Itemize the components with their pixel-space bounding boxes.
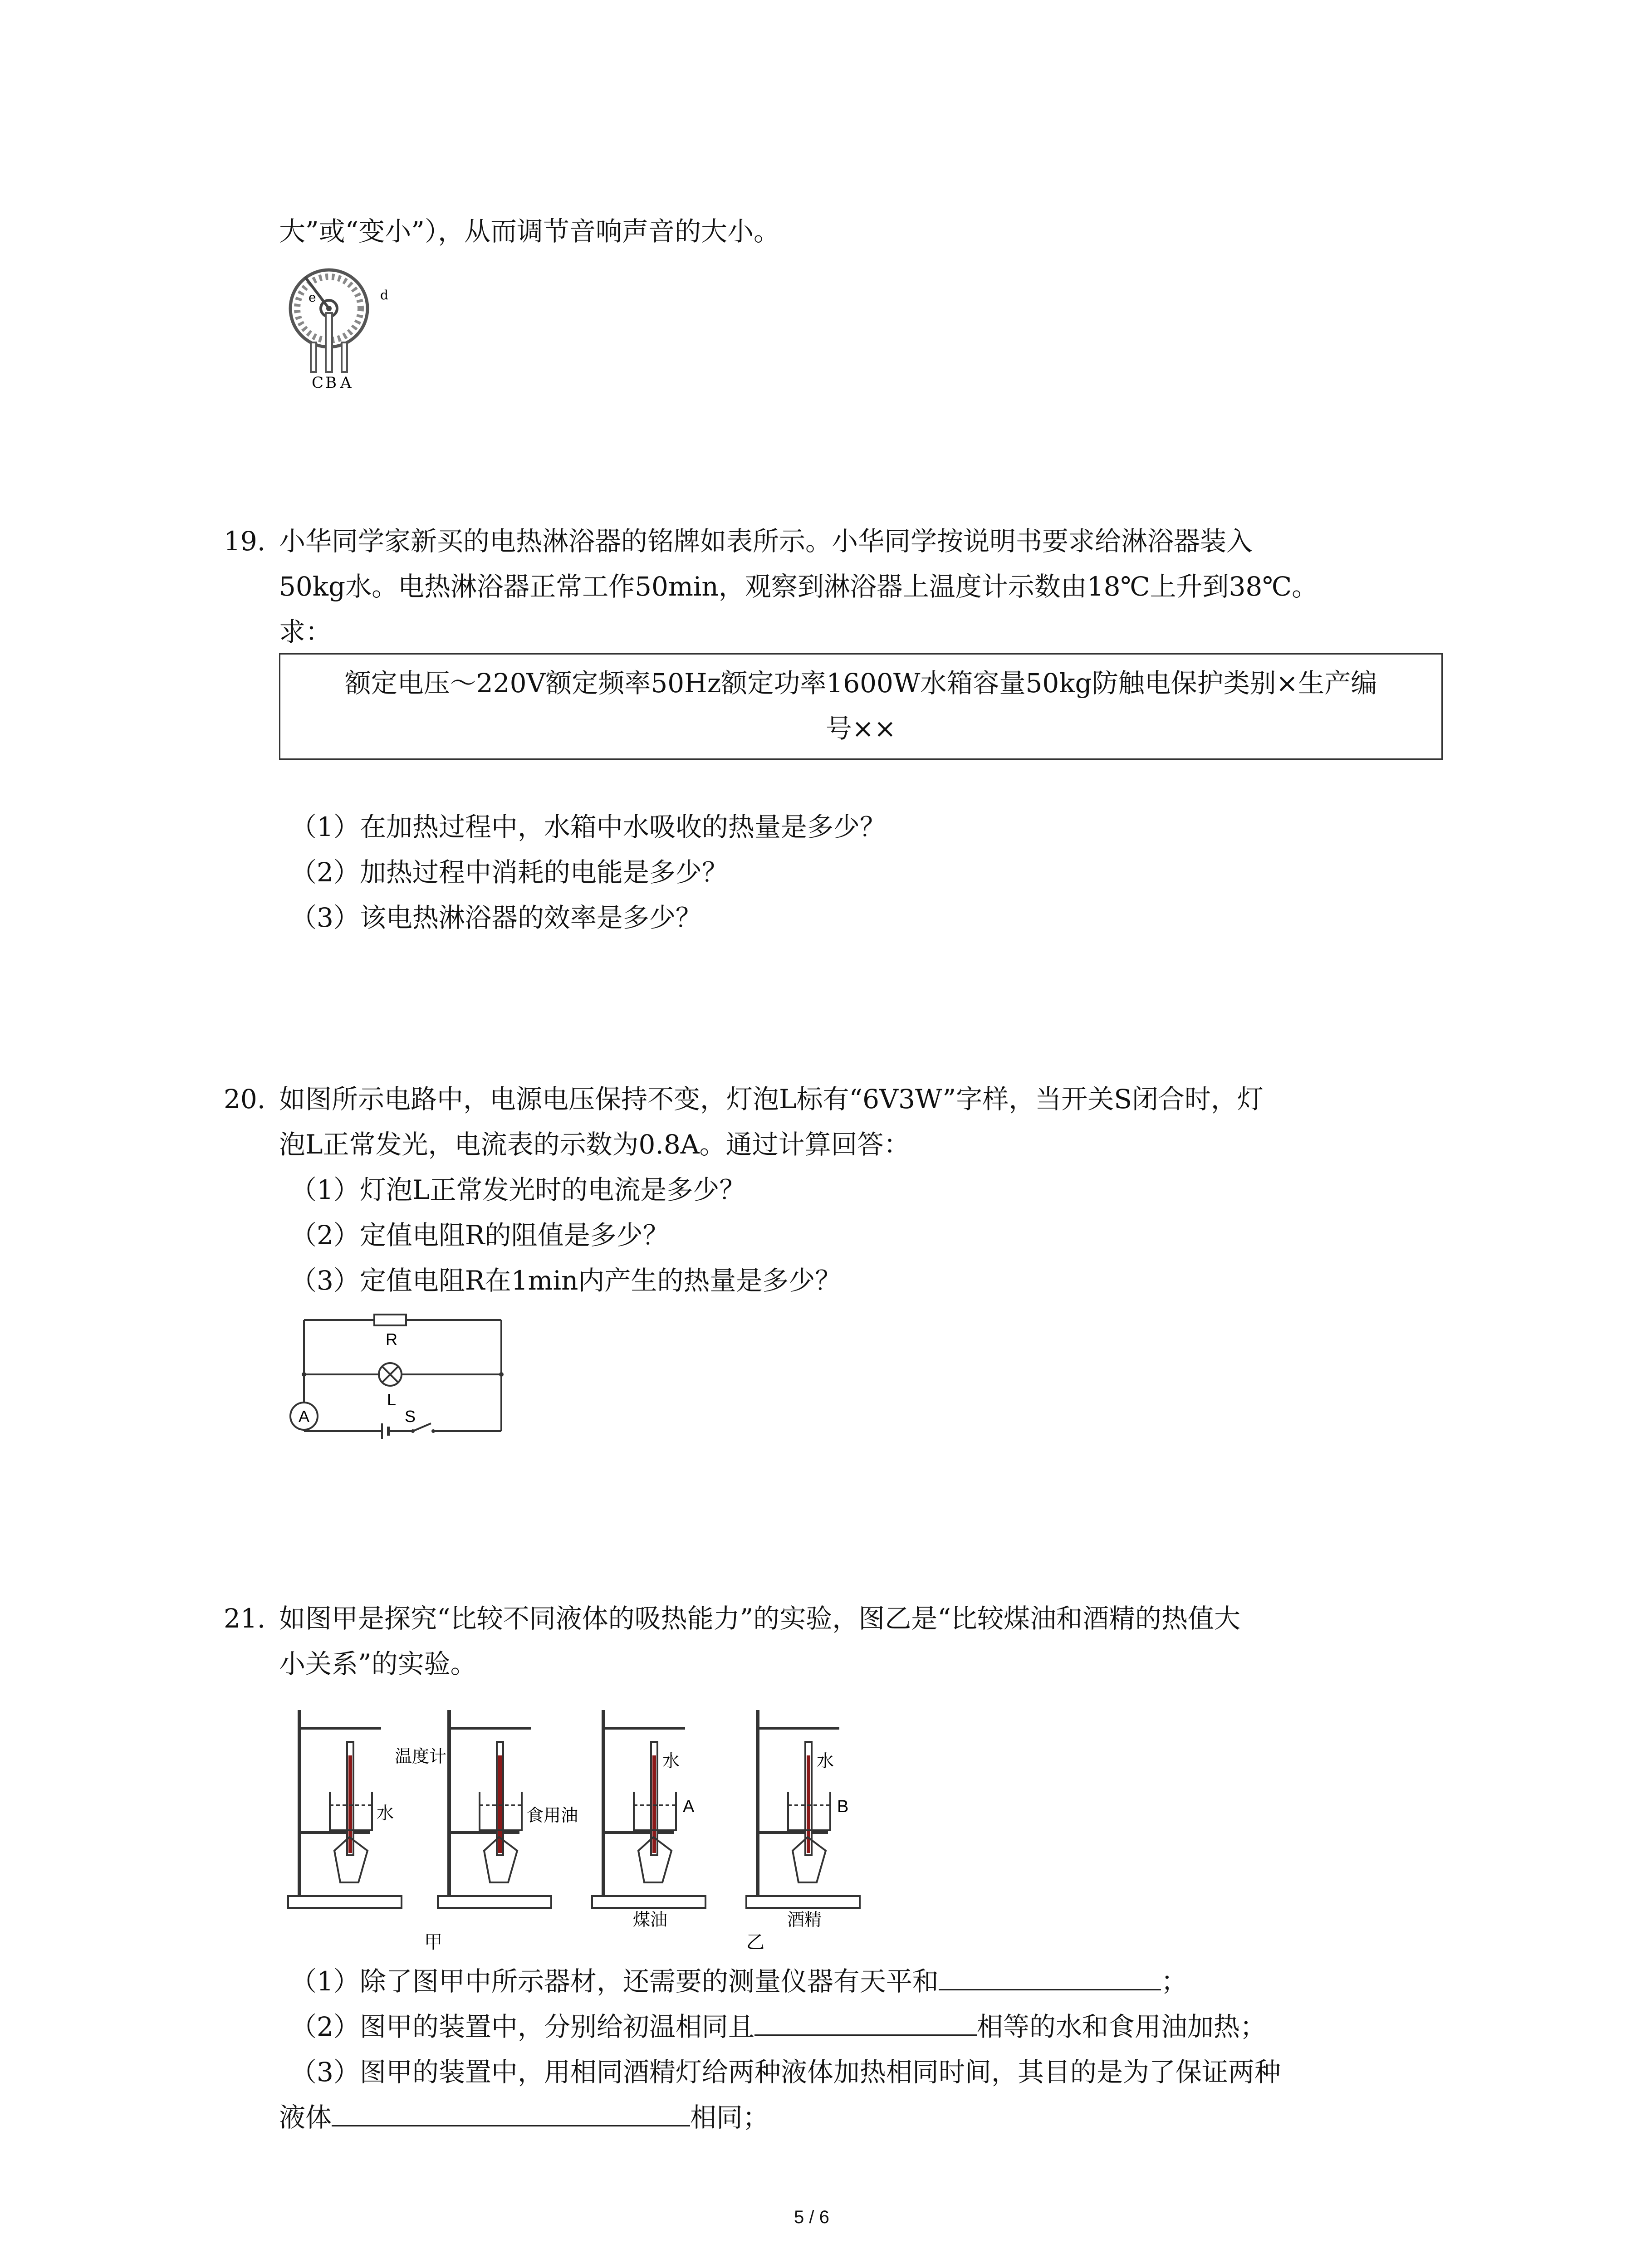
q21-sub1-text: （1）除了图甲中所示器材，还需要的测量仪器有天平和 bbox=[290, 1966, 939, 1997]
q19-sub3: （3）该电热淋浴器的效率是多少？ bbox=[290, 902, 702, 933]
pot-label-b: B bbox=[325, 374, 337, 390]
potentiometer-figure bbox=[277, 259, 413, 390]
q19-line2: 50kg水。电热淋浴器正常工作50min，观察到淋浴器上温度计示数由18℃上升到38℃。 bbox=[279, 571, 1318, 602]
circuit-label-l: L bbox=[387, 1390, 397, 1409]
nameplate-line2: 号×× bbox=[825, 713, 896, 744]
experiment-apparatus-figure bbox=[279, 1696, 960, 1950]
circuit-label-r: R bbox=[386, 1330, 397, 1349]
q19-sub2: （2）加热过程中消耗的电能是多少？ bbox=[290, 857, 728, 888]
label-a: A bbox=[683, 1797, 695, 1816]
q20-line1: 如图所示电路中，电源电压保持不变，灯泡L标有“6V3W”字样，当开关S闭合时，灯 bbox=[279, 1084, 1264, 1114]
pot-label-a: A bbox=[340, 374, 352, 390]
q21-line1: 如图甲是探究“比较不同液体的吸热能力”的实验，图乙是“比较煤油和酒精的热值大 bbox=[279, 1603, 1240, 1634]
label-alcohol: 酒精 bbox=[787, 1911, 822, 1930]
label-b: B bbox=[837, 1797, 849, 1816]
q18-tail-text: 大”或“变小”），从而调节音响声音的大小。 bbox=[279, 216, 780, 247]
page-number: 5 / 6 bbox=[794, 2207, 829, 2227]
label-thermometer: 温度计 bbox=[395, 1747, 447, 1766]
q20-sub3: （3）定值电阻R在1min内产生的热量是多少？ bbox=[290, 1265, 842, 1296]
q21-sub1-end: ； bbox=[1161, 1966, 1187, 1997]
q20-sub1: （1）灯泡L正常发光时的电流是多少？ bbox=[290, 1174, 746, 1205]
q21-sub1 bbox=[290, 1960, 1187, 2003]
q19-line3: 求： bbox=[279, 616, 332, 647]
q21-sub2-end: 相等的水和食用油加热； bbox=[976, 2011, 1266, 2042]
q20-number: 20. bbox=[224, 1084, 266, 1114]
q21-sub3-line2 bbox=[279, 2096, 769, 2139]
q19-number: 19. bbox=[224, 526, 266, 557]
q21-line2: 小关系”的实验。 bbox=[279, 1648, 477, 1679]
circuit-label-a: A bbox=[299, 1407, 310, 1426]
pot-label-d: d bbox=[380, 288, 388, 303]
nameplate-table bbox=[279, 653, 1443, 760]
q21-sub3-end: 相同； bbox=[690, 2102, 769, 2133]
label-water-1: 水 bbox=[377, 1804, 394, 1823]
answer-blank-2[interactable] bbox=[754, 2007, 977, 2036]
q20-line2: 泡L正常发光，电流表的示数为0.8A。通过计算回答： bbox=[279, 1129, 910, 1160]
q20-sub2: （2）定值电阻R的阻值是多少？ bbox=[290, 1220, 669, 1251]
q21-sub3-text: 液体 bbox=[279, 2102, 332, 2133]
q21-sub2-text: （2）图甲的装置中，分别给初温相同且 bbox=[290, 2011, 754, 2042]
q19-sub1: （1）在加热过程中，水箱中水吸收的热量是多少？ bbox=[290, 811, 886, 842]
label-jia: 甲 bbox=[424, 1932, 442, 1950]
q19-line1: 小华同学家新买的电热淋浴器的铭牌如表所示。小华同学按说明书要求给淋浴器装入 bbox=[279, 526, 1253, 557]
pot-label-e: e bbox=[309, 290, 316, 305]
label-kerosene: 煤油 bbox=[633, 1911, 668, 1930]
circuit-label-s: S bbox=[405, 1407, 416, 1426]
q21-number: 21. bbox=[224, 1603, 266, 1634]
label-oil: 食用油 bbox=[526, 1806, 578, 1825]
label-water-2: 水 bbox=[662, 1752, 680, 1771]
label-water-3: 水 bbox=[817, 1752, 834, 1771]
circuit-diagram bbox=[277, 1306, 513, 1447]
answer-blank-3[interactable] bbox=[332, 2098, 690, 2126]
label-yi: 乙 bbox=[746, 1932, 764, 1950]
q21-sub2 bbox=[290, 2005, 1266, 2048]
answer-blank-1[interactable] bbox=[939, 1962, 1161, 1990]
nameplate-line1: 额定电压～220V额定频率50Hz额定功率1600W水箱容量50kg防触电保护类别×生产编 bbox=[344, 668, 1377, 699]
q21-sub3-line1: （3）图甲的装置中，用相同酒精灯给两种液体加热相同时间，其目的是为了保证两种 bbox=[290, 2057, 1281, 2087]
pot-label-c: C bbox=[312, 374, 324, 390]
